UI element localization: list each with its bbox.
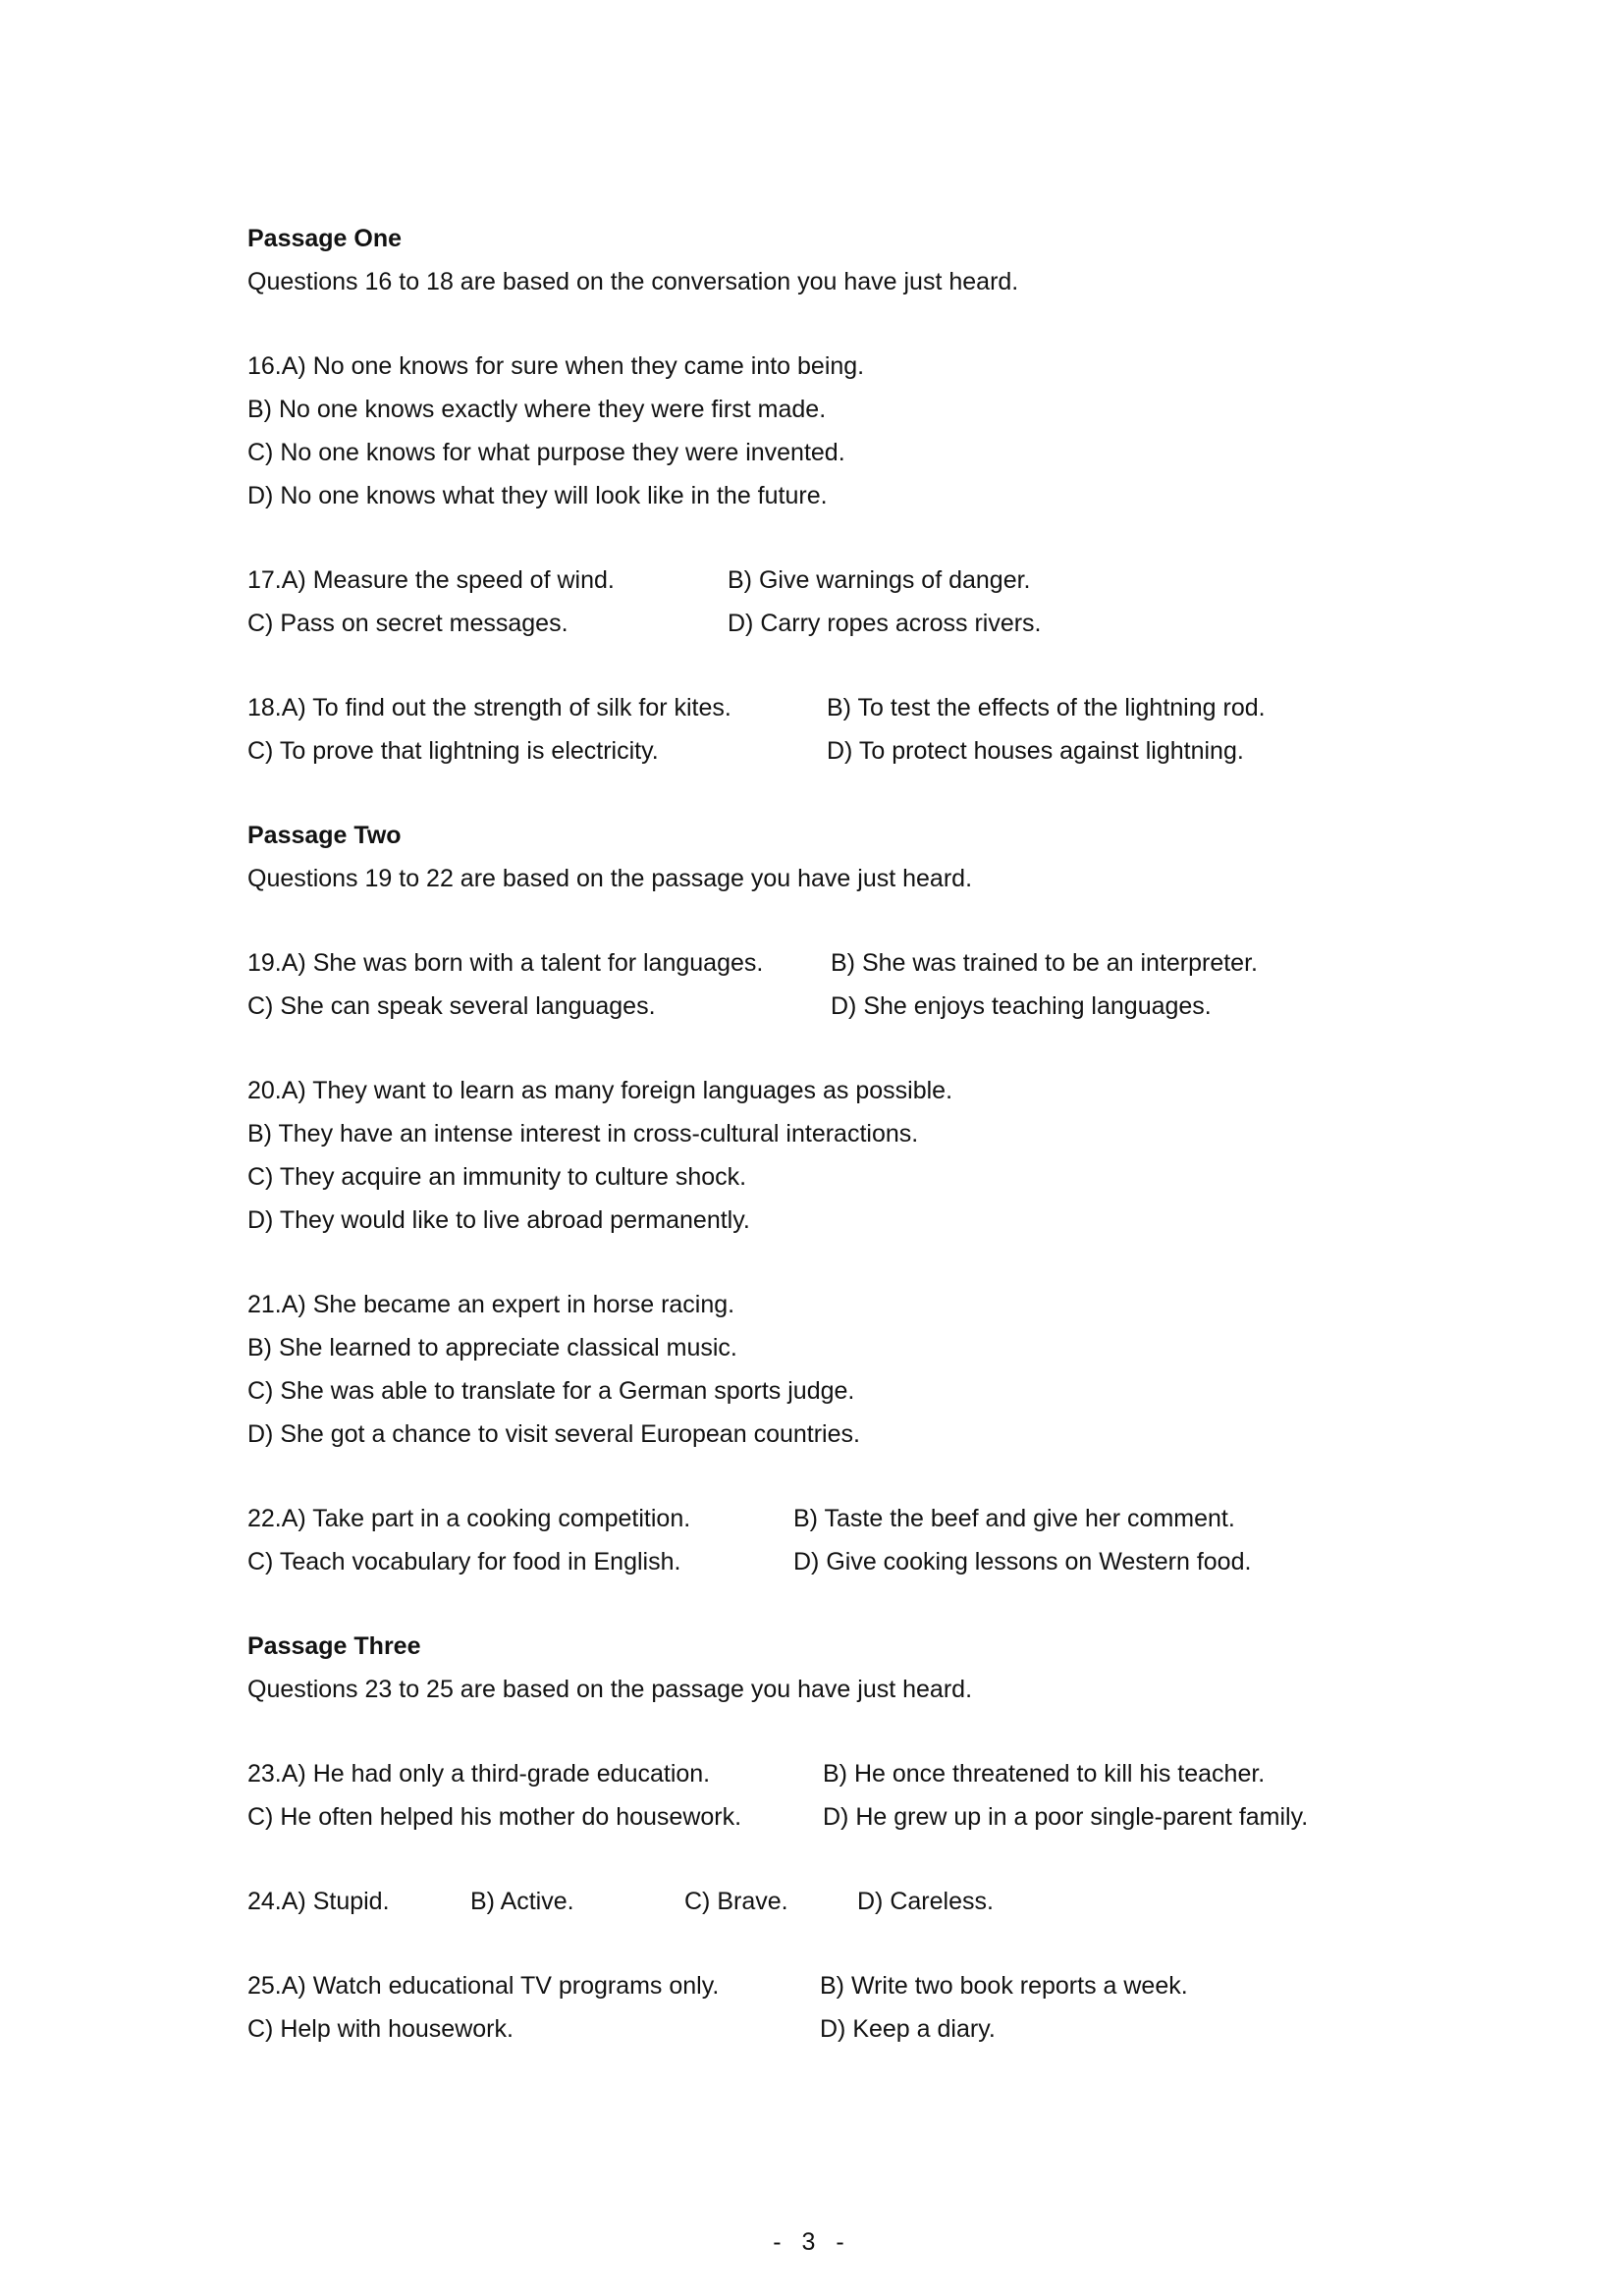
- question-16-option-d: [247, 474, 1524, 517]
- passage-two-heading: Passage Two: [247, 822, 402, 849]
- passage-one-intro: Questions 16 to 18 are based on the conversation you have just heard.: [247, 268, 1019, 295]
- spacer: [247, 773, 1524, 814]
- question-16-option-c: [247, 431, 1524, 474]
- option-text: C) They acquire an immunity to culture shock.: [247, 1163, 747, 1191]
- passage-two-intro: Questions 19 to 22 are based on the passage you have just heard.: [247, 865, 973, 892]
- page-content: [247, 217, 1524, 2051]
- option-text: C) To prove that lightning is electricity.: [247, 737, 659, 765]
- option-text: 21.A) She became an expert in horse racing.: [247, 1291, 735, 1318]
- option-text: C) Brave.: [684, 1888, 788, 1915]
- spacer: [247, 1028, 1524, 1069]
- passage-three-intro: Questions 23 to 25 are based on the passage you have just heard.: [247, 1676, 973, 1703]
- option-text: D) Carry ropes across rivers.: [728, 610, 1042, 637]
- question-21-option-b: [247, 1326, 1524, 1369]
- option-text: 23.A) He had only a third-grade education.: [247, 1760, 711, 1788]
- option-text: C) No one knows for what purpose they were invented.: [247, 439, 845, 466]
- option-text: D) She enjoys teaching languages.: [831, 992, 1212, 1020]
- page-number: - 3 -: [773, 2228, 851, 2256]
- spacer: [247, 1242, 1524, 1283]
- option-text: C) Pass on secret messages.: [247, 610, 568, 637]
- spacer: [247, 1456, 1524, 1497]
- option-text: C) He often helped his mother do housework.: [247, 1803, 742, 1831]
- option-text: B) He once threatened to kill his teacher.: [823, 1760, 1266, 1788]
- option-text: B) To test the effects of the lightning rod.: [827, 694, 1266, 721]
- option-text: 24.A) Stupid.: [247, 1888, 390, 1915]
- question-20-option-a: [247, 1069, 1524, 1112]
- option-text: C) She can speak several languages.: [247, 992, 656, 1020]
- option-text: 17.A) Measure the speed of wind.: [247, 566, 615, 594]
- question-19-line-1: [247, 941, 1524, 985]
- option-text: D) No one knows what they will look like in the future.: [247, 482, 828, 509]
- option-text: B) She learned to appreciate classical music.: [247, 1334, 737, 1362]
- question-20-option-c: [247, 1155, 1524, 1199]
- spacer: [247, 900, 1524, 941]
- option-text: 25.A) Watch educational TV programs only.: [247, 1972, 720, 2000]
- option-text: 16.A) No one knows for sure when they came into being.: [247, 352, 865, 380]
- question-19-line-2: [247, 985, 1524, 1028]
- question-24-line-1: [247, 1880, 1524, 1923]
- question-21-option-c: [247, 1369, 1524, 1413]
- option-text: 22.A) Take part in a cooking competition.: [247, 1505, 691, 1532]
- spacer: [247, 1839, 1524, 1880]
- option-text: D) He grew up in a poor single-parent family.: [823, 1803, 1309, 1831]
- option-text: C) She was able to translate for a German sports judge.: [247, 1377, 855, 1405]
- option-text: 18.A) To find out the strength of silk for kites.: [247, 694, 731, 721]
- question-16-option-a: [247, 345, 1524, 388]
- question-16-option-b: [247, 388, 1524, 431]
- question-21-option-d: [247, 1413, 1524, 1456]
- option-text: D) They would like to live abroad permanently.: [247, 1206, 750, 1234]
- question-21-option-a: [247, 1283, 1524, 1326]
- question-23-line-1: [247, 1752, 1524, 1795]
- spacer: [247, 1583, 1524, 1625]
- option-text: D) To protect houses against lightning.: [827, 737, 1244, 765]
- option-text: 19.A) She was born with a talent for languages.: [247, 949, 764, 977]
- question-23-line-2: [247, 1795, 1524, 1839]
- question-25-line-2: [247, 2007, 1524, 2051]
- option-text: C) Help with housework.: [247, 2015, 514, 2043]
- option-text: B) They have an intense interest in cross-cultural interactions.: [247, 1120, 919, 1148]
- option-text: D) She got a chance to visit several European countries.: [247, 1420, 860, 1448]
- option-text: B) She was trained to be an interpreter.: [831, 949, 1258, 977]
- spacer: [247, 303, 1524, 345]
- passage-three-heading: Passage Three: [247, 1632, 421, 1660]
- question-25-line-1: [247, 1964, 1524, 2007]
- question-17-line-1: [247, 559, 1524, 602]
- passage-one-heading: Passage One: [247, 225, 403, 252]
- spacer: [247, 1711, 1524, 1752]
- spacer: [247, 517, 1524, 559]
- option-text: B) Active.: [470, 1888, 574, 1915]
- option-text: D) Careless.: [857, 1888, 994, 1915]
- question-22-line-1: [247, 1497, 1524, 1540]
- spacer: [247, 645, 1524, 686]
- option-text: 20.A) They want to learn as many foreign languages as possible.: [247, 1077, 953, 1104]
- option-text: D) Give cooking lessons on Western food.: [793, 1548, 1252, 1575]
- question-20-option-b: [247, 1112, 1524, 1155]
- option-text: D) Keep a diary.: [820, 2015, 996, 2043]
- question-20-option-d: [247, 1199, 1524, 1242]
- question-22-line-2: [247, 1540, 1524, 1583]
- option-text: C) Teach vocabulary for food in English.: [247, 1548, 681, 1575]
- question-17-line-2: [247, 602, 1524, 645]
- option-text: B) Write two book reports a week.: [820, 1972, 1188, 2000]
- question-18-line-2: [247, 729, 1524, 773]
- option-text: B) No one knows exactly where they were first made.: [247, 396, 827, 423]
- spacer: [247, 1923, 1524, 1964]
- option-text: B) Give warnings of danger.: [728, 566, 1031, 594]
- question-18-line-1: [247, 686, 1524, 729]
- option-text: B) Taste the beef and give her comment.: [793, 1505, 1235, 1532]
